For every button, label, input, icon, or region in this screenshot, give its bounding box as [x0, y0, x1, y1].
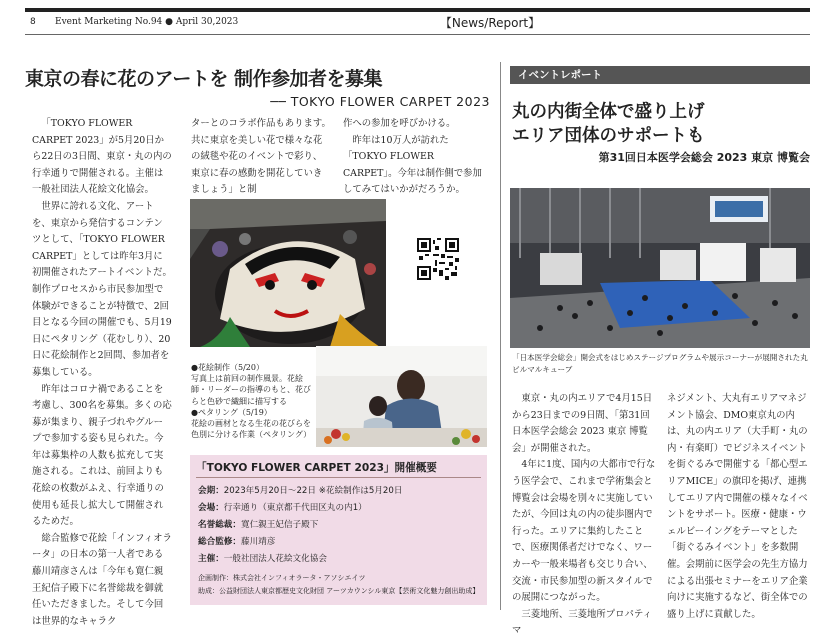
left-column-2: [191, 116, 331, 196]
info-label: 総合監修：: [198, 537, 241, 547]
right-headline-line-2: エリア団体のサポートも: [512, 126, 705, 146]
right-column-2: [667, 391, 810, 620]
left-headline: 東京の春に花のアートを 制作参加者を募集: [25, 68, 383, 90]
petaling-photo: [316, 346, 487, 447]
expo-venue-photo: [510, 188, 810, 348]
right-column-1: [512, 391, 656, 637]
left-photo-caption: [191, 362, 315, 440]
paragraph: 「TOKYO FLOWER CARPET 2023」が5月20日から22日の3日間、東京・丸の内の行幸通りで開催される。主催は一般社団法人花絵文化協会。: [32, 118, 172, 196]
info-label: 主催：: [198, 554, 224, 564]
info-box-title: 「TOKYO FLOWER CARPET 2023」開催概要: [196, 462, 437, 474]
qr-code[interactable]: [417, 238, 459, 280]
info-credit-grant: 助成：公益財団法人東京都歴史文化財団 アーツカウンシル東京【芸術文化魅力創出助成】: [198, 587, 480, 595]
paragraph: 作への参加を呼びかける。: [343, 118, 456, 129]
info-box-rule: [196, 477, 481, 478]
right-photo-caption: 「日本医学会総会」開会式をはじめステージプログラムや展示コーナーが展開された丸ビルマルキューブ: [512, 353, 808, 374]
left-subhead: ── TOKYO FLOWER CARPET 2023: [270, 94, 490, 109]
flower-carpet-photo: [190, 199, 386, 347]
caption-heading: ●花絵制作（5/20）: [191, 363, 264, 372]
paragraph: ネジメント、大丸有エリアマネジメント協会、DMO東京丸の内は、丸の内エリア（大手町・丸の内・有楽町）でビジネスイベントを街ぐるみで開催する「都心型エリアMICE」の旗印を掲げ、連携してエリア内で開催の様々なイベントをサポート。医療・健康・ウェルビーイングをテーマとした「街ぐるみイベント」を多数開催。会期前に医学会の先生方協力による出張セミナーをエリア企業向けに実施するなど、街全体での盛り上げに貢献した。: [667, 393, 808, 620]
left-column-3: [343, 116, 488, 196]
info-value: 藤川靖彦: [240, 537, 276, 547]
info-credit-planning: 企画制作：株式会社インフィオラータ・アソシエイツ: [198, 574, 366, 582]
info-label: 名誉総裁：: [198, 520, 241, 530]
info-row-venue: [198, 501, 367, 513]
right-subhead: 第31回日本医学会総会 2023 東京 博覧会: [598, 151, 810, 164]
info-label: 会期：: [198, 486, 224, 496]
info-value: 寛仁親王妃信子殿下: [240, 520, 319, 530]
paragraph: 昨年は10万人が訪れた「TOKYO FLOWER CARPET」。今年は制作側で参加してみてはいかがだろうか。: [343, 134, 482, 196]
paragraph: 総合監修で花絵「インフィオラータ」の日本の第一人者である藤川靖彦さんは「今年も寛仁親王紀信子殿下に名誉総裁を御就任いただきました。そして今回は世界的なキャラク: [32, 532, 172, 627]
header-rule: [25, 34, 810, 35]
paragraph: ターとのコラボ作品もあります。共に東京を美しい花で様々な花の絨毯や花のイベントで彩り、東京に春の感動を開花していきましょう」と制: [191, 118, 331, 196]
info-value: 一般社団法人花絵文化協会: [223, 554, 327, 564]
event-report-tag: イベントレポート: [510, 66, 810, 84]
info-row-organizer: [198, 552, 327, 564]
paragraph: 4年に1度、国内の大都市で行なう医学会で、これまで学術集会と博覧会は会場を別々に実施していたが、今回は丸の内の徒歩圏内で行った。エリアに集約したことで、医療関係者だけでなく、ワーカーや一般来場者も交じり合い、交流・市民参加型の新スタイルでの展開につながった。: [512, 459, 656, 604]
caption-text: 写真上は前回の制作風景。花絵師・リーダーの指導のもと、花びらと色砂で繊細に描写する: [191, 374, 311, 406]
right-headline-line-1: 丸の内街全体で盛り上げ: [512, 102, 705, 122]
caption-text: 花絵の画材となる生花の花びらを色別に分ける作業（ペタリング）: [191, 419, 312, 440]
info-row-supervisor: [198, 535, 275, 547]
column-divider: [500, 62, 501, 610]
paragraph: 昨年はコロナ禍であることを考慮し、300名を募集。多くの応募が集まり、親子づれやグループで参加する姿も見られた。今年は募集枠の人数も拡充して実施される。これは、前回よりも花絵の枚数がふえ、行幸通りの使用も延長し拡大して開催されるためだ。: [32, 383, 172, 528]
caption-heading: ●ペタリング（5/19）: [191, 407, 272, 417]
info-value: 2023年5月20日～22日 ※花絵制作は5月20日: [223, 486, 403, 496]
paragraph: 世界に誇れる文化、アートを、東京から発信するコンテンツとして、「TOKYO FLOWER CARPET」としては昨年3月に初開催されたアートイベントだ。制作プロセスから市民参加型で体験ができることが特徴で、2回目となる今回の開催でも、5月19日にペタリング（花むしり）、20日に花絵制作と2回問、参加者を募集している。: [32, 200, 172, 378]
info-row-honorary: [198, 518, 318, 530]
info-value: 行幸通り（東京都千代田区丸の内1）: [223, 503, 367, 513]
left-column-1: [32, 116, 172, 627]
issue-line: Event Marketing No.94 ● April 30,2023: [55, 17, 239, 27]
paragraph: 三菱地所、三菱地所プロパティマ: [512, 608, 652, 637]
top-rule: [25, 8, 810, 12]
page-number: 8: [30, 17, 36, 27]
info-row-dates: [198, 484, 402, 496]
paragraph: 東京・丸の内エリアで4月15日から23日までの9日間、「第31回日本医学会総会 2023 東京 博覧会」が開催された。: [512, 393, 653, 454]
section-label: 【News/Report】: [439, 16, 541, 30]
info-label: 会場：: [198, 503, 224, 513]
